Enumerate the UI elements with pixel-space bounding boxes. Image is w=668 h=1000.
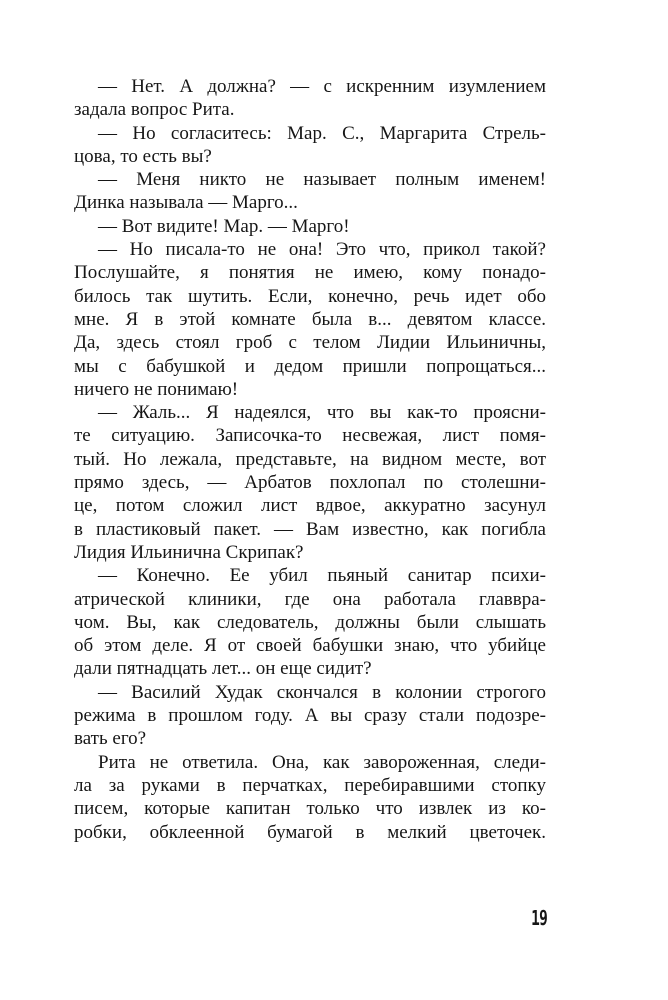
text-line: билось так шутить. Если, конечно, речь идет обо xyxy=(74,285,546,307)
text-line: Да, здесь стоял гроб с телом Лидии Ильиничны, xyxy=(74,332,546,354)
text-line: чом. Вы, как следователь, должны были слышать xyxy=(74,611,546,633)
text-line: тый. Но лежала, представьте, на видном месте, вот xyxy=(74,448,546,470)
text-line: — Василий Худак скончался в колонии строгого xyxy=(98,681,546,703)
body-text xyxy=(74,75,546,844)
text-line: дали пятнадцать лет... он еще сидит? xyxy=(74,658,372,680)
text-line: — Но согласитесь: Мар. С., Маргарита Стрель- xyxy=(98,122,546,144)
text-line: ничего не понимаю! xyxy=(74,378,239,400)
text-line: прямо здесь, — Арбатов похлопал по столешни- xyxy=(74,472,546,494)
text-line: — Конечно. Ее убил пьяный санитар психи- xyxy=(98,565,546,587)
text-line: це, потом сложил лист вдвое, аккуратно засунул xyxy=(74,495,546,517)
text-line: атрической клиники, где она работала главвра- xyxy=(74,588,546,610)
text-line: — Нет. А должна? — с искренним изумлением xyxy=(98,76,546,97)
text-line: ла за руками в перчатках, перебиравшими стопку xyxy=(74,774,546,796)
text-line: мы с бабушкой и дедом пришли попрощаться... xyxy=(74,355,546,377)
text-line: мне. Я в этой комнате была в... девятом классе. xyxy=(74,308,546,330)
text-line: — Но писала-то не она! Это что, прикол такой? xyxy=(98,239,546,261)
text-line: Лидия Ильинична Скрипак? xyxy=(74,541,304,563)
text-line: — Жаль... Я надеялся, что вы как-то проясни- xyxy=(98,402,546,424)
text-line: цова, то есть вы? xyxy=(74,145,212,167)
text-line: вать его? xyxy=(74,728,147,750)
text-line: — Меня никто не называет полным именем! xyxy=(98,169,546,191)
text-line: в пластиковый пакет. — Вам известно, как погибла xyxy=(74,518,546,540)
text-line: об этом деле. Я от своей бабушки знаю, что убийце xyxy=(74,635,546,657)
text-line: задала вопрос Рита. xyxy=(74,99,235,121)
text-line: робки, обклеенной бумагой в мелкий цветочек. xyxy=(74,821,546,843)
text-line: режима в прошлом году. А вы сразу стали подозре- xyxy=(74,705,546,727)
text-line: Рита не ответила. Она, как завороженная, следи- xyxy=(98,751,546,773)
page-number: 19 xyxy=(531,906,547,930)
text-line: — Вот видите! Мар. — Марго! xyxy=(98,215,350,237)
text-line: те ситуацию. Записочка-то несвежая, лист помя- xyxy=(74,425,546,447)
text-line: Динка называла — Марго... xyxy=(74,192,298,214)
text-line: Послушайте, я понятия не имею, кому понадо- xyxy=(74,262,546,284)
text-line: писем, которые капитан только что извлек из ко- xyxy=(74,798,546,820)
